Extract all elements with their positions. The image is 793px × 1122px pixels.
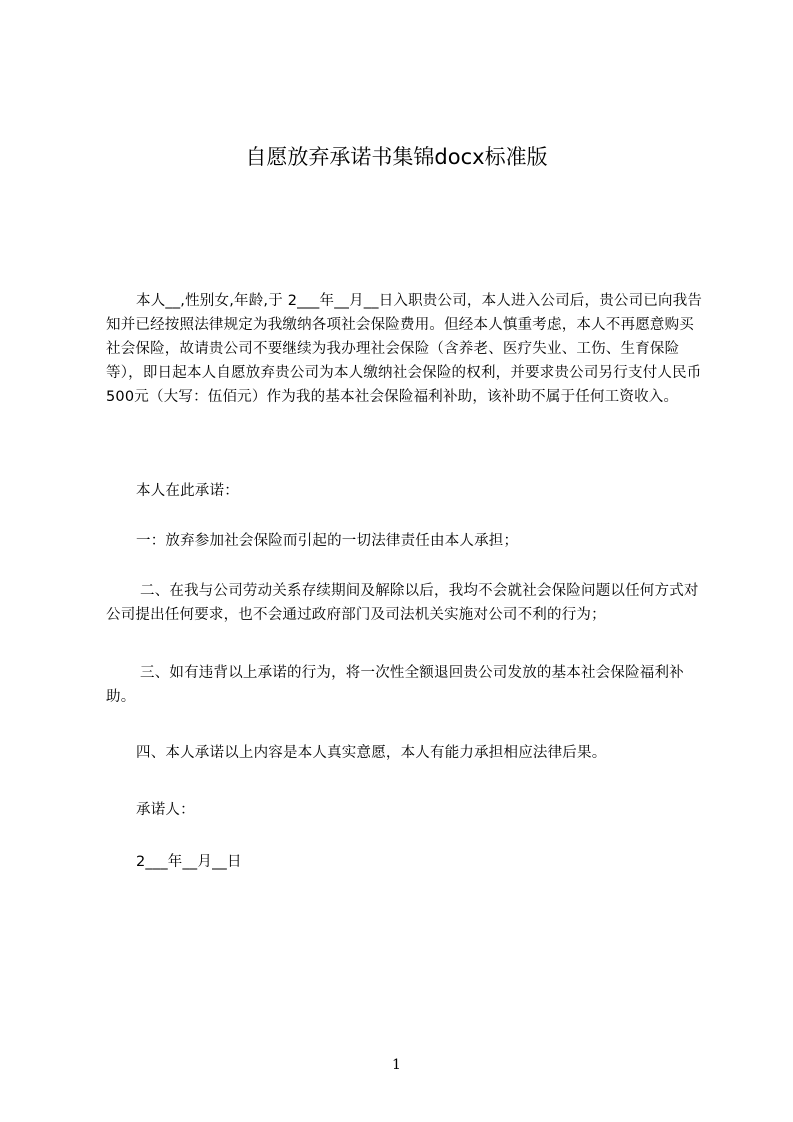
signer-label: 承诺人： <box>136 802 195 818</box>
intro-paragraph <box>106 289 703 409</box>
commitment-item-4: 四、本人承诺以上内容是本人真实意愿，本人有能力承担相应法律后果。 <box>136 745 607 761</box>
document-title: 自愿放弃承诺书集锦docx标准版 <box>245 145 548 169</box>
commitment-item-3: 三、如有违背以上承诺的行为，将一次性全额退回贵公司发放的基本社会保险福利补助。 <box>106 665 684 705</box>
intro-paragraph-text: 本人__,性别女,年龄,于 2___年__月__日入职贵公司，本人进入公司后，贵公司已向我告知并已经按照法律规定为我缴纳各项社会保险费用。但经本人慎重考虑，本人不再愿意购买社会保险，故请贵公司不要继续为我办理社会保险（含养老、医疗失业、工伤、生育保险等），即日起本人自愿放弃贵公司为本人缴纳社会保险的权利，并要求贵公司另行支付人民币500元（大写：伍佰元）作为我的基本社会保险福利补助，该补助不属于任何工资收入。 <box>106 293 703 405</box>
page-number: 1 <box>392 1057 401 1073</box>
date-line: 2___年__月__日 <box>136 854 242 870</box>
commitment-item-1: 一：放弃参加社会保险而引起的一切法律责任由本人承担； <box>136 533 519 549</box>
commitment-item-2: 二、在我与公司劳动关系存续期间及解除以后，我均不会就社会保险问题以任何方式对公司提出任何要求，也不会通过政府部门及司法机关实施对公司不利的行为； <box>106 583 699 623</box>
commitment-heading: 本人在此承诺： <box>136 483 239 499</box>
